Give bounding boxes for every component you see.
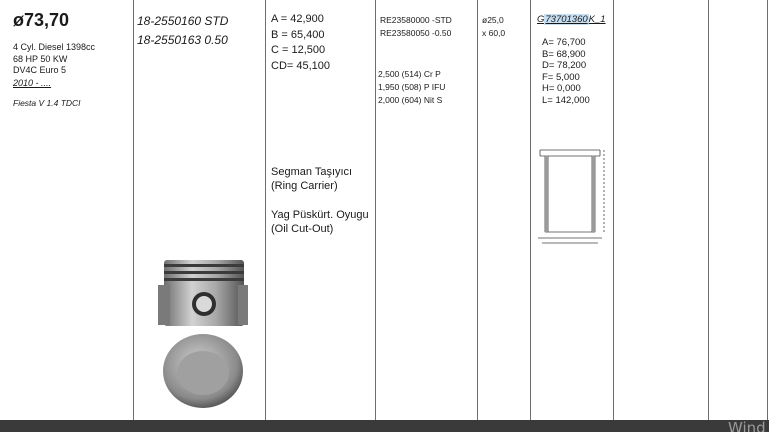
column-divider-3 bbox=[375, 0, 376, 424]
piston-pin bbox=[482, 14, 505, 40]
engine-spec-line: 68 HP 50 KW bbox=[13, 53, 68, 64]
column-divider-4 bbox=[477, 0, 478, 424]
engine-spec-block bbox=[13, 42, 95, 77]
dimension-cd: CD= 45,100 bbox=[271, 59, 331, 72]
vehicle-model: Fiesta V 1.4 TDCI bbox=[13, 98, 81, 108]
bottom-bar bbox=[0, 420, 769, 432]
ring-set-ref-oversize: RE23580050 -0.50 bbox=[380, 28, 452, 38]
ring-carrier-feature bbox=[271, 165, 352, 193]
piston-top-view-image bbox=[160, 332, 246, 410]
part-number-std: 18-2550160 STD bbox=[137, 14, 229, 28]
oil-cut-out-label: Yag Püskürt. Oyugu bbox=[271, 209, 369, 221]
liner-dim-d: D= 78,200 bbox=[542, 60, 587, 71]
piston-diameter: ø73,70 bbox=[13, 10, 70, 30]
liner-code-number: 73701360 bbox=[545, 14, 588, 25]
pin-length: x 60,0 bbox=[482, 28, 506, 38]
column-divider-6 bbox=[613, 0, 614, 424]
liner-dim-b: B= 68,900 bbox=[542, 48, 586, 60]
piston-side-view-image bbox=[158, 258, 248, 330]
ring-spec: 2,000 (604) Nit S bbox=[378, 95, 443, 105]
column-divider-1 bbox=[133, 0, 134, 424]
ring-carrier-label: Segman Taşıyıcı bbox=[271, 166, 353, 178]
ring-set-refs bbox=[380, 14, 452, 40]
liner-code-suffix: K_1 bbox=[588, 14, 606, 25]
dimension-c: C = 12,500 bbox=[271, 44, 326, 56]
engine-spec-line: 4 Cyl. Diesel 1398cc bbox=[13, 42, 96, 52]
ring-carrier-label-en: (Ring Carrier) bbox=[271, 180, 338, 192]
liner-code-prefix: G bbox=[537, 14, 545, 25]
liner-dim-l: L= 142,000 bbox=[542, 94, 590, 106]
ring-specs bbox=[378, 68, 445, 107]
liner-dim-f: F= 5,000 bbox=[542, 71, 580, 83]
liner-dim-h: H= 0,000 bbox=[542, 83, 581, 94]
pin-diameter: ø25,0 bbox=[482, 15, 504, 25]
oil-cut-out-feature bbox=[271, 208, 369, 236]
column-divider-8 bbox=[767, 0, 768, 424]
windows-activation-watermark: Wind bbox=[728, 419, 766, 432]
column-divider-7 bbox=[708, 0, 709, 424]
piston-dimensions bbox=[271, 12, 330, 74]
ring-spec: 1,950 (508) P IFU bbox=[378, 82, 446, 92]
part-number-oversize: 18-2550163 0.50 bbox=[137, 33, 228, 47]
year-range: 2010 - .... bbox=[13, 78, 52, 88]
liner-code bbox=[537, 14, 606, 25]
oil-cut-out-label-en: (Oil Cut-Out) bbox=[271, 223, 334, 235]
liner-dim-a: A= 76,700 bbox=[542, 37, 586, 48]
liner-drawing bbox=[530, 146, 610, 246]
ring-spec: 2,500 (514) Cr P bbox=[378, 69, 441, 79]
dimension-b: B = 65,400 bbox=[271, 28, 325, 41]
ring-set-ref-std: RE23580000 -STD bbox=[380, 15, 452, 25]
dimension-a: A = 42,900 bbox=[271, 13, 324, 25]
engine-spec-line: DV4C Euro 5 bbox=[13, 65, 67, 75]
column-divider-2 bbox=[265, 0, 266, 424]
liner-dimensions bbox=[542, 37, 590, 106]
